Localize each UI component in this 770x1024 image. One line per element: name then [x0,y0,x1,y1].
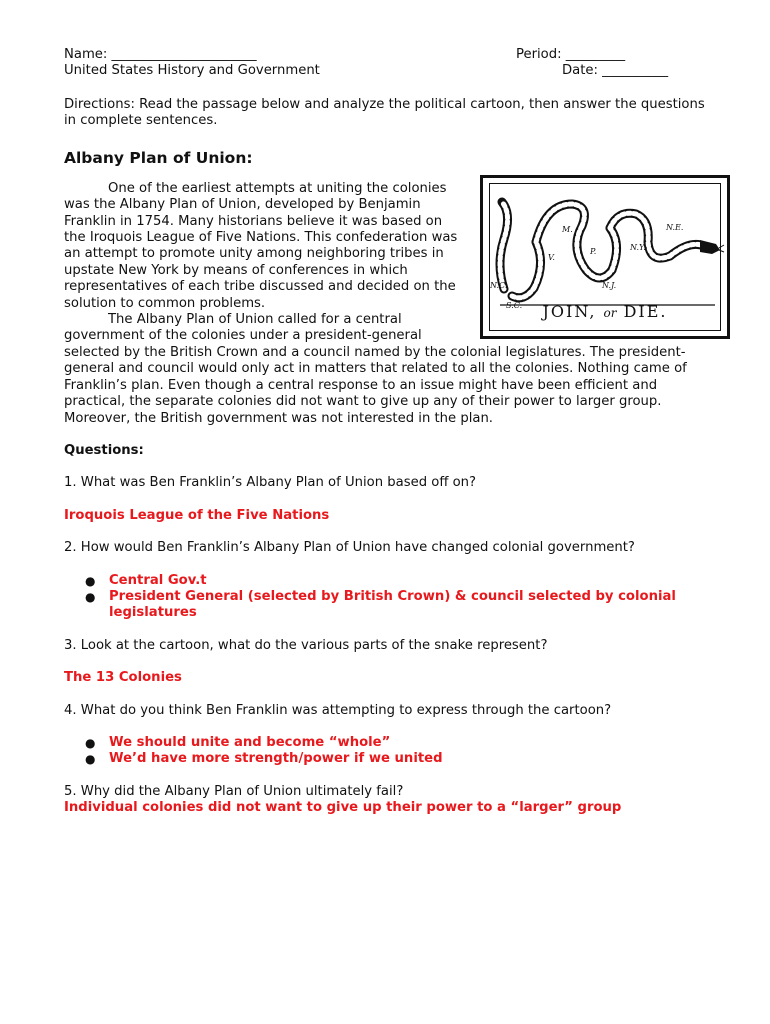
answer-5: Individual colonies did not want to give up their power to a “larger” group [64,800,622,816]
label-p: P. [590,246,597,256]
answer-2-item-2 [85,588,706,622]
bullet-icon: ● [85,589,96,604]
answer-3: The 13 Colonies [64,670,182,686]
passage-paragraph-2: The Albany Plan of Union called for a central government of the colonies under a president-general selected by the British Crown and a council named by the colonial legislatures. The president-general and council would only act in matters that related to all the colonies. Nothing came of Franklin’s plan. Even though a central response to an issue might have been efficient and practical, the separate colonies did not want to give up any of their power to larger group. Moreover, the British government was not interested in the plan. [64,312,687,426]
label-nc: N.C. [490,280,508,290]
answer-1: Iroquois League of the Five Nations [64,507,330,523]
answer-4-list [64,735,706,768]
header [64,47,706,81]
caption-join: JOIN, [542,302,597,322]
cartoon-inner-frame [489,183,721,331]
name-line: Name: ______________________ [64,47,257,62]
question-3: 3. Look at the cartoon, what do the various parts of the snake represent? [64,637,548,653]
answer-2-item-1 [85,572,706,589]
label-sc: S.C. [506,300,523,310]
section-title: Albany Plan of Union: [64,148,253,167]
caption-die: DIE. [623,302,668,322]
answer-2-item-2-text: President General (selected by British Crown) & council selected by colonial legislatures [109,588,676,621]
label-v: V. [548,252,555,262]
answer-4-item-1 [85,734,706,751]
answer-4-item-1-text: We should unite and become “whole” [109,734,391,750]
passage [64,181,706,427]
label-ne: N.E. [666,222,684,232]
answer-4-item-2-text: We’d have more strength/power if we united [109,751,443,767]
question-1: 1. What was Ben Franklin’s Albany Plan of Union based off on? [64,475,477,491]
question-2: 2. How would Ben Franklin’s Albany Plan of Union have changed colonial government? [64,540,635,556]
questions-heading: Questions: [64,442,144,458]
label-m: M. [562,224,573,234]
bullet-icon: ● [85,573,96,588]
answer-4-item-2 [85,751,706,767]
label-nj: N.J. [602,280,617,290]
snake-head-icon [700,240,720,254]
passage-paragraph-1: One of the earliest attempts at uniting the colonies was the Albany Plan of Union, developed by Benjamin Franklin in 1754. Many historians believe it was based on the Iroquois League of Five Nations. This confederation was an attempt to promote unity among neighboring tribes in upstate New York by means of conferences in which representatives of each tribe discussed and decided on the solution to common problems. [64,180,458,311]
bullet-icon: ● [85,752,96,767]
answer-2-list [64,573,706,622]
join-or-die-cartoon [480,175,730,339]
period-line: Period: _________ [516,47,626,62]
cartoon-caption [490,304,720,321]
date-line: Date: __________ [562,63,669,78]
course-title: United States History and Government [64,63,320,78]
bullet-icon: ● [85,735,96,750]
answer-2-item-1-text: Central Gov.t [109,572,207,588]
label-ny: N.Y. [630,242,646,252]
question-5: 5. Why did the Albany Plan of Union ultimately fail? [64,783,404,799]
caption-or: or [603,306,617,321]
question-4: 4. What do you think Ben Franklin was attempting to express through the cartoon? [64,702,612,718]
worksheet-page [64,47,706,817]
directions: Directions: Read the passage below and analyze the political cartoon, then answer the questions in complete sentences. [64,97,705,129]
